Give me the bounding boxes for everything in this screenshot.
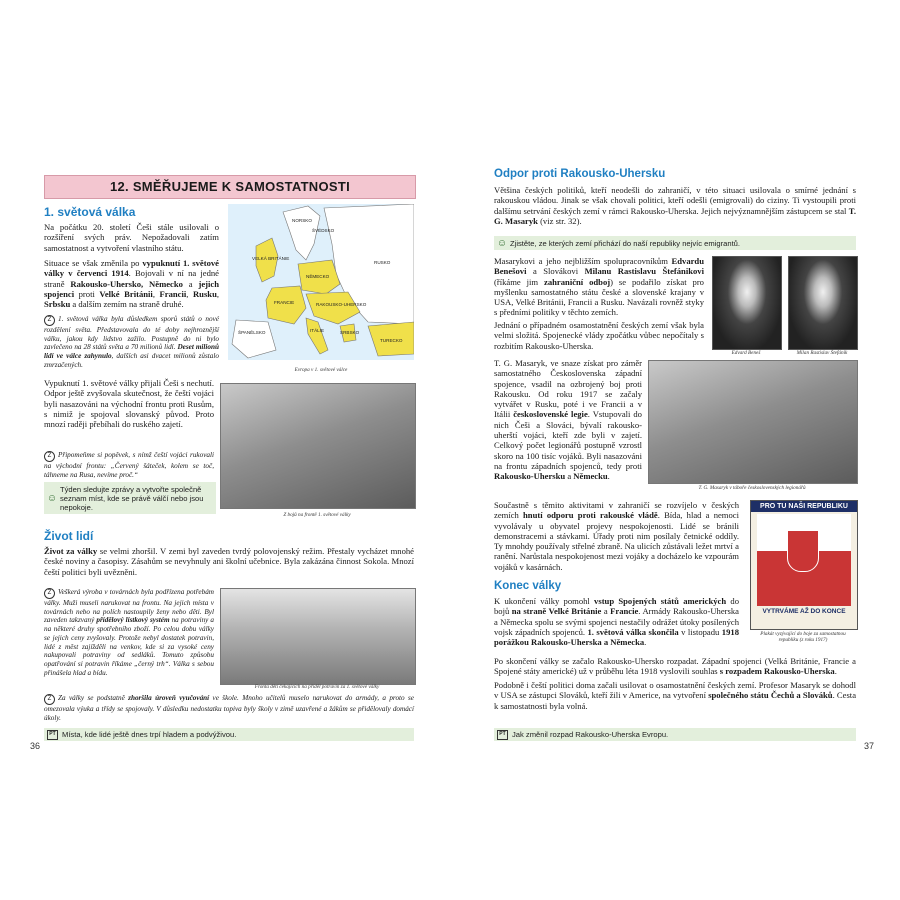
paragraph-life: Život za války se velmi zhoršil. V zemi byl zaveden tvrdý polovojenský režim. Přestaly vycházet mnohé české noviny a časopisy. Zásahům se nevyhnuly ani školní učebnice. Byla zakázána činnost Sokola. Mnozí čeští politici byli uvězněni. <box>44 546 414 577</box>
photo-children-caption: Fronta dětí čekajících na příděl potravin za 1. světové války <box>254 684 380 690</box>
map-label: ITÁLIE <box>310 328 325 333</box>
note-song: Z Připomeňme si popěvek, s nímž čeští vojáci rukovali na východní frontu: „Červený šáteček, kolem se toč, táhneme na Rusa, nevíme proč.“ <box>44 451 214 479</box>
task-box-wars <box>44 482 216 514</box>
page-number-left: 36 <box>30 741 41 751</box>
section-title-world-war: 1. světová válka <box>44 205 136 219</box>
photo-stefanik-caption: Milan Rastislav Štefánik <box>796 350 848 356</box>
note-icon: Z <box>44 451 55 462</box>
paragraph-war-outbreak: Situace se však změnila po vypuknutí 1. světové války v červenci 1914. Bojovali v ní na jedné straně Rakousko-Uhersko, Německo a jejich spojenci proti Velké Británii, Francii, Rusku, Srbsku a dalším zemím na straně druhé. <box>44 258 220 310</box>
poster-republic <box>750 500 858 630</box>
photo-legionaries-caption: T. G. Masaryk v táboře československých legionářů <box>698 485 806 491</box>
section-title-resistance: Odpor proti Rakousko-Uhersku <box>494 168 666 180</box>
note-schools: Z Za války se podstatně zhoršila úroveň vyučování ve škole. Mnoho učitelů muselo narukovat do armády, a proto se omezovala výuka a třídy se spojovaly. V důsledku nedostatku topiva byly školy v zimě uzavřené a žákům se přidělovaly domácí úkoly. <box>44 694 414 722</box>
paragraph-collapse: Po skončení války se začalo Rakousko-Uhersko rozpadat. Západní spojenci (Velká Británie, Francie a Spojené státy americké) už v průběhu léta 1918 vyslovili souhlas s rozpadem Rakousko-Uherska. <box>494 656 856 677</box>
poster-caption: Plakát vyzývající do boje za samostatnou republiku (z roku 1917) <box>760 631 846 643</box>
section-title-end-of-war: Konec války <box>494 580 562 592</box>
photo-battle <box>220 383 416 509</box>
note-icon: Z <box>44 588 55 599</box>
poster-shield-icon <box>787 530 819 572</box>
poster-bottom-text: VYTRVÁME AŽ DO KONCE <box>762 608 846 615</box>
photo-legionaries <box>648 360 858 484</box>
photo-benes <box>712 256 782 350</box>
map-label: TURECKO <box>380 338 403 343</box>
group-task-icon: ☺ <box>496 237 508 249</box>
paragraph-end-of-war: K ukončení války pomohl vstup Spojených států amerických do bojů na straně Velké Británie a Francie. Armády Rakousko-Uherska a Německa spolu se svými spojenci nestačily odrážet útoky posílených vojsk západních spojenců. 1. světová válka skončila v listopadu 1918 porážkou Rakousko-Uherska a Německa. <box>494 596 739 648</box>
project-icon: PT <box>47 730 58 740</box>
paragraph-politicians: Většina českých politiků, kteří neodešli do zahraničí, v této situaci usilovala o smírné jednání s rakouskou vládou. Jinak se však chovali politici, kteří odešli (emigrovali) do ciziny. Ti vystoupili proti dalšímu setrvání českých zemí v rámci Rakousko-Uherska. Jejich nejvýznamnějším zástupcem se stal T. G. Masaryk (viz str. 32). <box>494 185 856 226</box>
task-text: Týden sledujte zprávy a vytvořte společně seznam míst, kde se právě válčí nebo jsou nepokoje. <box>60 484 204 512</box>
group-task-icon: ☺ <box>46 492 58 504</box>
map-label: NORSKO <box>292 218 312 223</box>
europe-map <box>228 204 414 373</box>
paragraph-foreign-resistance: Masarykovi a jeho nejbližším spolupracovníkům Edvardu Benešovi a Slovákovi Milanu Rastislavu Štefánikovi (říkáme jim zahraniční odboj) se podařilo získat pro myšlenku samostatného státu české a slovenské krajany v USA, Velké Británii, Francii a Rusku. Navázali rovněž styky s předními politiky v těchto zemích. <box>494 256 704 318</box>
map-label: ŠPANĚLSKO <box>238 330 266 335</box>
note-icon: Z <box>44 694 55 705</box>
paragraph-negotiations: Jednání o případném osamostatnění českých zemí však byla velmi složitá. Spojenecké vlády zpočátku vůbec nepočítaly s rozbitím Rakousko-Uherska. <box>494 320 704 351</box>
task-box-emigrants <box>494 236 856 250</box>
task-text: Zjistěte, ze kterých zemí přichází do naší republiky nejvíc emigrantů. <box>510 238 741 248</box>
map-label: VELKÁ BRITÁNIE <box>252 256 290 261</box>
map-label: NĚMECKO <box>306 274 330 279</box>
paragraph-common-state: Podobně i čeští politici doma začali usilovat o osamostatnění českých zemí. Profesor Masaryk se dohodl v USA se zástupci Slováků, kteří žili v Americe, na vytvoření společného státu Čechů a Slováků. Cesta k samostatnosti byla volná. <box>494 680 857 711</box>
task-box-hunger <box>44 728 414 741</box>
note-economy: Z Veškerá výroba v továrnách byla podřízena potřebám války. Muži museli narukovat na frontu. Na jejich místa v továrnách nebo na polích nastoupily ženy nebo děti. Byl zaveden takzvaný přídělový lístkový systém na potraviny a na některé druhy spotřebního zboží. Po celou dobu války se jejich ceny zvyšovaly. Protože nebyl dostatek potravin, lidé z měst zajížděli na venkov, kde si za vysoké ceny nakupovali potraviny od sedláků. Tomuto způsobu opatřování si potravin říkáme „černý trh“. Válka s sebou přinášela hlad a bídu. <box>44 588 215 677</box>
paragraph-home-resistance: Součastně s těmito aktivitami v zahraničí se rozvíjelo v českých zemích hnutí odporu proti rakouské vládě. Bída, hlad a nemoci vyvolávaly u obyvatel projevy nespokojenosti. Lidé se bránili demonstracemi a stávkami. Úřady proti nim posílaly četnické oddíly. Ty mnohdy používaly střelné zbraně. Na ulicích zůstávali ležet mrtví a ranění. Narůstala nespokojenost mezi vojáky a docházelo ke vzpourám vojáků v kasárnách. <box>494 500 739 572</box>
paragraph-czech-reaction: Vypuknutí 1. světové války přijali Češi s nechutí. Odpor ještě zvyšovala skutečnost, že čeští vojáci byli nasazováni na východní frontu proti Rusům, s nimiž je spojoval slovanský původ. Proto mnozí raději přebíhali do ruského zajetí. <box>44 378 214 430</box>
map-caption: Evropa v 1. světové válce <box>294 367 348 373</box>
task-text: Jak změnil rozpad Rakousko-Uherska Evropu. <box>512 730 669 739</box>
map-label: RAKOUSKO-UHERSKO <box>316 302 367 307</box>
photo-benes-caption: Edvard Beneš <box>731 350 761 356</box>
task-box-europe <box>494 728 856 741</box>
project-icon: PT <box>497 730 508 740</box>
note-icon: Z <box>44 315 55 326</box>
map-label: ŠVÉDSKO <box>312 228 335 233</box>
map-label: SRBSKO <box>340 330 360 335</box>
photo-children-queue <box>220 588 416 685</box>
task-text: Místa, kde lidé ještě dnes trpí hladem a podvýživou. <box>62 730 237 739</box>
map-label: RUSKO <box>374 260 391 265</box>
chapter-banner: 12. SMĚŘUJEME K SAMOSTATNOSTI <box>44 175 416 199</box>
poster-top-text: PRO TU NAŠI REPUBLIKU <box>751 501 857 512</box>
photo-stefanik <box>788 256 858 350</box>
map-label: FRANCIE <box>274 300 295 305</box>
paragraph-legions: T. G. Masaryk, ve snaze získat pro záměr samostatného Československa západní spojence, vsadil na ozbrojený boj proti Rakousku. Od roku 1917 se začaly vytvářet v Rusku, poté i ve Francii a v Itálii československé legie. Vstupovali do nich Češi a Slováci, bývalí rakousko-uherští vojáci, kteří zde byli v zajetí. Celkový počet legionářů postupně vzrostl skoro na 100 tisíc vojáků. Byli nasazováni na frontu západních spojenců, tedy proti Rakousko-Uhersku a Německu. <box>494 358 642 482</box>
map-svg <box>228 204 414 360</box>
photo-battle-caption: Z bojů na frontě 1. světové války <box>283 512 351 518</box>
page-number-right: 37 <box>864 741 875 751</box>
poster-flag <box>757 514 851 606</box>
section-title-life: Život lidí <box>44 529 94 543</box>
paragraph-intro: Na počátku 20. století Češi stále usilovali o rozšíření svých práv. Nepožadovali zatím samostatnost a vytvoření vlastního státu. <box>44 222 219 253</box>
note-war-consequences: Z 1. světová válka byla důsledkem sporů států o nové rozdělení světa. Představovala do té doby nejhroznější válku, jakou kdy lidstvo zažilo. Postupně do ni bylo zavlečeno na 28 států světa a 70 milionů lidí. Deset milionů lidí ve válce zahynulo, dalších asi dvacet milionů zůstalo zmrzačených. <box>44 315 219 369</box>
